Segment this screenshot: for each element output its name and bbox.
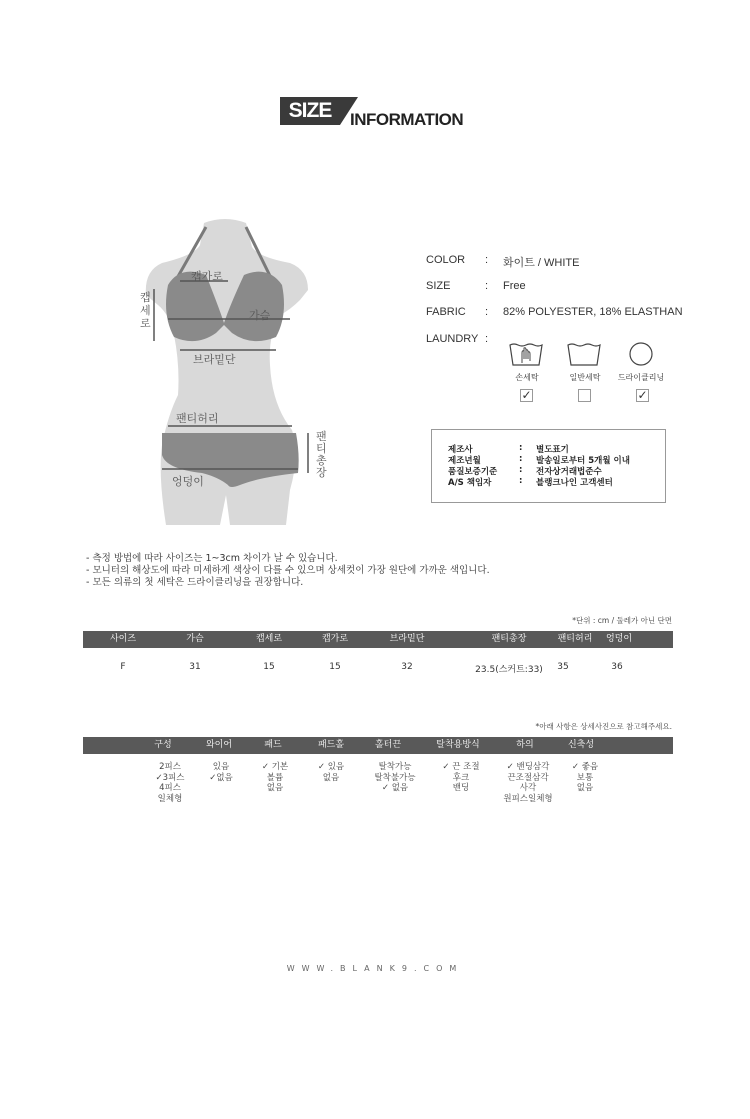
size-key: SIZE <box>426 280 451 292</box>
option: 원피스일체형 <box>503 793 553 804</box>
option: 끈조절삼각 <box>507 772 549 783</box>
option: 탈착가능 <box>378 762 412 772</box>
col-bottom: 하의 <box>516 740 534 750</box>
information-title: INFORMATION <box>350 110 464 129</box>
check-icon: ✓ <box>637 388 648 402</box>
list-item <box>426 762 496 794</box>
note-line-1: - 측정 방법에 따라 사이즈는 1~3cm 차이가 날 수 있습니다. <box>86 553 338 564</box>
col-halter: 홀터끈 <box>374 740 402 750</box>
check-icon: ✓ <box>155 772 163 783</box>
note-line-3: - 모든 의류의 첫 세탁은 드라이클리닝을 권장합니다. <box>86 577 304 588</box>
body-figure-diagram <box>140 215 340 530</box>
option: 밴딩 <box>452 783 470 793</box>
check-icon: ✓ <box>506 762 514 772</box>
hand-wash-icon <box>508 341 546 367</box>
option: 2피스 <box>159 762 181 772</box>
option-checked: ✓ 있음 <box>317 762 345 772</box>
hip-label: 엉덩이 <box>172 475 204 488</box>
col-bust: 가슴 <box>186 634 204 644</box>
check-icon: ✓ <box>442 762 450 772</box>
machine-wash-label: 일반세탁 <box>569 373 601 382</box>
cell-hip: 36 <box>611 662 623 672</box>
detail-table-header <box>83 737 673 754</box>
option-checked: ✓ 기본 <box>261 762 289 772</box>
quality-key: 품질보증기준 <box>448 467 498 477</box>
col-detach: 탈착용방식 <box>436 740 480 750</box>
check-icon: ✓ <box>571 762 579 772</box>
size-title-box: SIZE <box>280 97 340 125</box>
col-cap-height: 캡세로 <box>255 634 283 644</box>
option: 사각 <box>519 783 537 793</box>
cell-size: F <box>120 662 126 672</box>
list-item <box>191 762 251 783</box>
option: 있음 <box>212 762 230 772</box>
option-checked: ✓ 좋음 <box>571 762 599 772</box>
as-value: 블랭크나인 고객센터 <box>536 478 613 488</box>
table-row <box>83 662 673 676</box>
col-panty-length: 팬티총장 <box>491 634 527 644</box>
option: 볼륨 <box>266 772 284 783</box>
bust-label: 가슴 <box>249 309 271 322</box>
colon: : <box>485 306 489 318</box>
cell-cap-width: 15 <box>329 662 341 672</box>
check-icon: ✓ <box>209 772 217 783</box>
colon: : <box>519 476 523 486</box>
col-wire: 와이어 <box>205 740 233 750</box>
cap-width-label: 캡가로 <box>191 270 223 283</box>
laundry-key: LAUNDRY <box>426 333 479 345</box>
check-icon: ✓ <box>521 388 532 402</box>
date-key: 제조년월 <box>448 456 481 466</box>
panty-length-label: 팬 티 총 장 <box>316 430 327 479</box>
maker-key: 제조사 <box>448 445 473 455</box>
dry-clean-icon <box>628 341 654 367</box>
hand-wash-label: 손세탁 <box>515 373 539 382</box>
fabric-value: 82% POLYESTER, 18% ELASTHAN <box>503 306 683 318</box>
detail-note: *아래 사항은 상세사진으로 참고해주세요. <box>535 722 672 731</box>
col-stretch: 신축성 <box>567 740 595 750</box>
option: 4피스 <box>159 783 181 793</box>
bra-bottom-label: 브라밑단 <box>193 353 236 366</box>
dry-clean-label: 드라이클리닝 <box>617 373 665 382</box>
check-icon: ✓ <box>381 783 389 793</box>
col-bra-bottom: 브라밑단 <box>389 634 425 644</box>
check-icon: ✓ <box>317 762 325 772</box>
quality-value: 전자상거래법준수 <box>536 467 602 477</box>
cell-panty-length: 23.5(스커트:33) <box>475 665 543 675</box>
option: 보통 <box>576 772 594 783</box>
cell-panty-waist: 35 <box>557 662 569 672</box>
colon: : <box>485 333 489 345</box>
unit-note: *단위 : cm / 둘레가 아닌 단면 <box>572 616 672 625</box>
option: 일체형 <box>157 793 183 804</box>
size-value: Free <box>503 280 526 292</box>
color-key: COLOR <box>426 254 466 266</box>
color-value: 화이트 / WHITE <box>503 257 580 269</box>
option: 없음 <box>322 772 340 783</box>
cell-bra-bottom: 32 <box>401 662 413 672</box>
list-item <box>358 762 432 794</box>
maker-value: 별도표기 <box>536 445 569 455</box>
colon: : <box>519 454 523 464</box>
colon: : <box>485 254 489 266</box>
hand-wash-checkbox <box>520 389 533 402</box>
colon: : <box>519 443 523 453</box>
panty-waist-label: 팬티허리 <box>176 412 219 425</box>
as-key: A/S 책임자 <box>448 478 492 488</box>
machine-wash-checkbox <box>578 389 591 402</box>
col-panty-waist: 팬티허리 <box>557 634 593 644</box>
manufacturer-info-box <box>431 429 666 503</box>
date-value: 발송일로부터 5개월 이내 <box>536 456 630 466</box>
machine-wash-icon <box>566 341 604 367</box>
list-item <box>301 762 361 783</box>
list-item <box>555 762 615 794</box>
check-icon: ✓ <box>261 762 269 772</box>
option: 탈착불가능 <box>374 772 416 783</box>
col-composition: 구성 <box>154 740 172 750</box>
colon: : <box>519 465 523 475</box>
detail-table-body <box>83 762 673 812</box>
colon: : <box>485 280 489 292</box>
col-size: 사이즈 <box>109 634 137 644</box>
size-table-header <box>83 631 673 648</box>
cap-height-label: 캡 세 로 <box>140 291 151 330</box>
option: 후크 <box>452 772 470 783</box>
option-checked: ✓3피스 <box>155 772 185 783</box>
fabric-key: FABRIC <box>426 306 466 318</box>
cell-bust: 31 <box>189 662 201 672</box>
footer-url[interactable]: WWW.BLANK9.COM <box>286 964 464 973</box>
option-checked: ✓ 끈 조절 <box>442 762 480 772</box>
dry-clean-checkbox <box>636 389 649 402</box>
col-hip: 엉덩이 <box>605 634 633 644</box>
option-checked: ✓없음 <box>209 772 233 783</box>
col-pad: 패드 <box>264 740 282 750</box>
option-checked: ✓ 없음 <box>381 783 409 793</box>
col-pad-hole: 패드홀 <box>317 740 345 750</box>
col-cap-width: 캡가로 <box>321 634 349 644</box>
option: 없음 <box>266 783 284 793</box>
option: 없음 <box>576 783 594 793</box>
cell-cap-height: 15 <box>263 662 275 672</box>
option-checked: ✓ 밴딩삼각 <box>506 762 550 772</box>
note-line-2: - 모니터의 해상도에 따라 미세하게 색상이 다를 수 있으며 상세컷이 가장 원단에 가까운 색입니다. <box>86 565 490 576</box>
list-item <box>245 762 305 794</box>
